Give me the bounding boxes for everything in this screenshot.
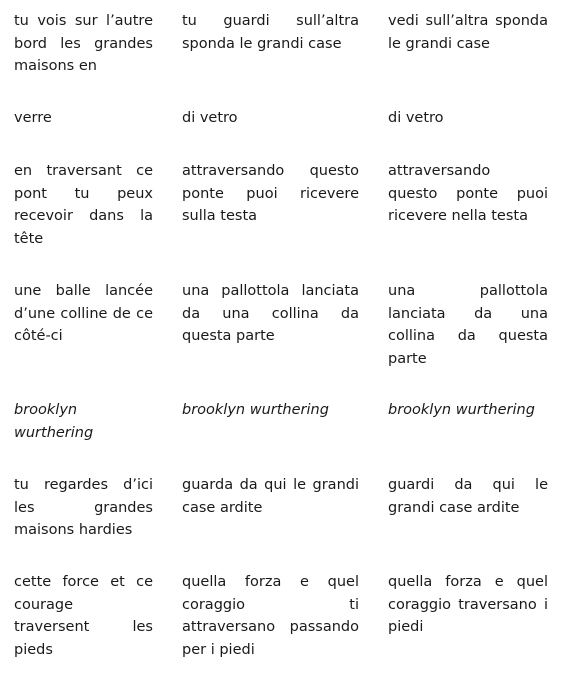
text-line: tu vois sur l’autre — [14, 13, 153, 29]
italian-translation-2 — [388, 571, 548, 639]
italian-translation-1 — [182, 160, 359, 228]
text-line: pont tu peux — [14, 185, 153, 202]
french-text — [14, 107, 153, 130]
text-line: grandi case ardite — [388, 499, 520, 516]
italian-translation-1 — [182, 280, 359, 348]
italian-translation-2 — [388, 10, 548, 55]
text-line: tête — [14, 230, 44, 247]
text-line: collina da questa — [388, 328, 548, 344]
text-line: brooklyn wurthering — [182, 402, 329, 418]
text-line: di vetro — [388, 110, 444, 126]
text-line: wurthering — [14, 424, 94, 441]
text-line: bord les grandes — [14, 35, 153, 52]
text-line: cette force et ce — [14, 574, 153, 590]
text-line: piedi — [388, 619, 424, 635]
text-line: une balle lancée — [14, 283, 153, 299]
text-line: attraversando — [388, 163, 491, 179]
text-line: ponte puoi ricevere — [182, 185, 359, 202]
text-line: brooklyn wurthering — [388, 402, 535, 418]
text-line: les grandes — [14, 499, 153, 516]
text-line: vedi sull’altra sponda — [388, 13, 548, 29]
text-line: da una collina da — [182, 305, 359, 322]
text-line: una pallottola lanciata — [182, 283, 359, 299]
text-line: maisons en — [14, 58, 97, 74]
text-line: parte — [388, 350, 427, 367]
text-line: maisons hardies — [14, 522, 133, 538]
italian-translation-2 — [388, 280, 548, 370]
text-line: attraversando questo — [182, 163, 359, 179]
italian-translation-2 — [388, 107, 548, 130]
text-line: tu guardi sull’altra — [182, 13, 359, 29]
italian-translation-1 — [182, 474, 359, 519]
text-line: traversent les — [14, 619, 153, 635]
text-line: courage — [14, 596, 74, 613]
text-line: sponda le grandi case — [182, 35, 342, 52]
text-line: côté-ci — [14, 328, 63, 344]
text-line: lanciata da una — [388, 305, 548, 322]
text-line: sulla testa — [182, 208, 258, 224]
french-text — [14, 280, 153, 348]
french-text — [14, 474, 153, 542]
text-line: guardi da qui le — [388, 477, 548, 493]
text-line: case ardite — [182, 499, 263, 516]
text-line: questo ponte puoi — [388, 185, 548, 202]
text-line: guarda da qui le grandi — [182, 477, 359, 493]
italian-translation-1 — [182, 399, 359, 422]
french-text — [14, 10, 153, 78]
text-line: attraversano passando — [182, 619, 359, 635]
text-line: ricevere nella testa — [388, 208, 528, 224]
text-line: una pallottola — [388, 283, 548, 299]
italian-translation-1 — [182, 571, 359, 661]
text-line: tu regardes d’ici — [14, 477, 153, 493]
french-text — [14, 571, 153, 661]
text-line: d’une colline de ce — [14, 305, 153, 322]
text-line: per i piedi — [182, 641, 255, 658]
italian-translation-2 — [388, 160, 548, 228]
french-text — [14, 160, 153, 250]
french-text — [14, 399, 153, 444]
text-line: di vetro — [182, 110, 238, 126]
text-line: en traversant ce — [14, 163, 153, 179]
text-line: le grandi case — [388, 35, 490, 52]
text-line: questa parte — [182, 328, 275, 344]
text-line: quella forza e quel — [182, 574, 359, 590]
italian-translation-1 — [182, 107, 359, 130]
italian-translation-2 — [388, 474, 548, 519]
text-line: coraggio traversano i — [388, 596, 548, 613]
text-line: brooklyn — [14, 402, 78, 418]
text-line: recevoir dans la — [14, 208, 153, 224]
text-line: verre — [14, 110, 52, 126]
italian-translation-2 — [388, 399, 548, 422]
italian-translation-1 — [182, 10, 359, 55]
text-line: pieds — [14, 641, 53, 658]
text-line: quella forza e quel — [388, 574, 548, 590]
text-line: coraggio ti — [182, 596, 359, 613]
